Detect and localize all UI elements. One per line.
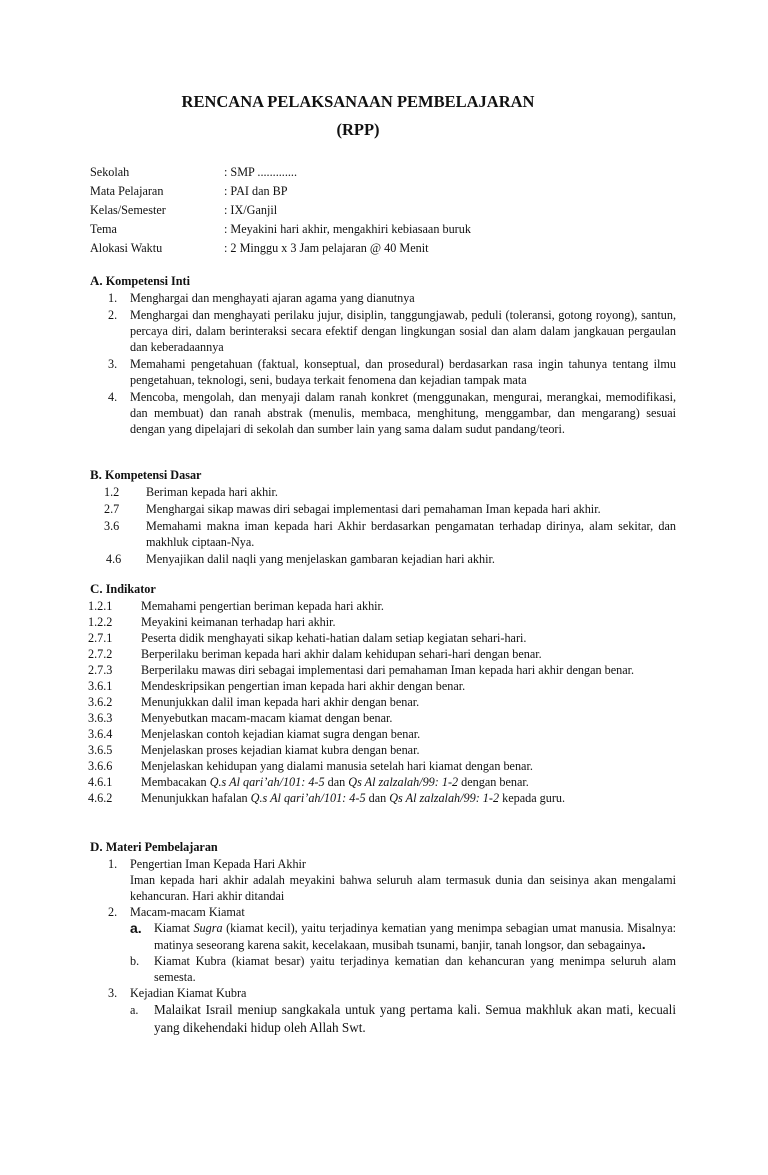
list-item xyxy=(90,790,676,806)
list-number: 3.6.4 xyxy=(88,727,113,741)
section-letter: B. xyxy=(90,467,102,482)
identity-value: : PAI dan BP xyxy=(224,184,288,198)
section-indikator xyxy=(90,580,676,806)
list-item xyxy=(90,758,676,774)
identity-value: : IX/Ganjil xyxy=(224,203,278,217)
list-text: Menghargai sikap mawas diri sebagai implementasi dari pemahaman Iman kepada hari akhir. xyxy=(146,502,601,516)
sub-text: . xyxy=(641,936,646,952)
identity-value: : 2 Minggu x 3 Jam pelajaran @ 40 Menit xyxy=(224,241,429,255)
list-item xyxy=(90,598,676,614)
list-item xyxy=(90,662,676,678)
list-number: 1.2 xyxy=(104,485,120,499)
list-number: 4.6 xyxy=(106,552,122,566)
list-item xyxy=(90,694,676,710)
list-number: 2.7.2 xyxy=(88,647,113,661)
list-item xyxy=(90,630,676,646)
sub-item xyxy=(130,953,676,985)
list-item xyxy=(90,307,676,355)
materi-item-kiamat-kubra xyxy=(90,985,676,1037)
section-letter: D. xyxy=(90,839,103,854)
section-letter: C. xyxy=(90,581,103,596)
list-text: kepada guru. xyxy=(499,791,566,805)
identity-table xyxy=(90,163,690,258)
sub-item xyxy=(130,1001,676,1037)
list-text: Menunjukkan dalil iman kepada hari akhir dengan benar. xyxy=(141,695,420,709)
list-text: Menghargai dan menghayati ajaran agama yang dianutnya xyxy=(130,291,415,305)
list-item xyxy=(90,389,676,437)
section-title: Indikator xyxy=(105,582,156,596)
sub-text: Malaikat Israil meniup sangkakala untuk yang pertama kali. Semua makhluk akan mati, kecuali yang dikehendaki hidup oleh Allah Swt. xyxy=(154,1002,676,1035)
section-kompetensi-inti xyxy=(90,272,676,438)
list-text: Beriman kepada hari akhir. xyxy=(146,485,278,499)
list-text: Memahami makna iman kepada hari Akhir berdasarkan pengamatan terhadap dirinya, alam sekitar, dan makhluk ciptaan-Nya. xyxy=(146,519,676,549)
materi-subtitle: Macam-macam Kiamat xyxy=(130,905,245,919)
list-item xyxy=(90,551,676,567)
list-item xyxy=(90,356,676,388)
list-number: 1. xyxy=(108,291,118,305)
section-heading xyxy=(90,272,676,289)
list-text: Menunjukkan hafalan xyxy=(141,791,251,805)
identity-label: Alokasi Waktu xyxy=(90,241,163,255)
list-item xyxy=(90,614,676,630)
list-number: 3.6.1 xyxy=(88,679,113,693)
list-number: 3.6.5 xyxy=(88,743,113,757)
list-number: 2. xyxy=(108,905,118,919)
list-number: 2. xyxy=(108,308,118,322)
materi-subtitle: Kejadian Kiamat Kubra xyxy=(130,986,247,1000)
document-title: RENCANA PELAKSANAAN PEMBELAJARAN xyxy=(181,92,535,111)
section-kompetensi-dasar xyxy=(90,466,676,568)
sub-item xyxy=(130,920,676,953)
list-number: 1.2.2 xyxy=(88,615,113,629)
list-number: 4. xyxy=(108,390,118,404)
list-text: Menghargai dan menghayati perilaku jujur, disiplin, tanggungjawab, peduli (toleransi, gotong royong), santun, percaya diri, dalam berinteraksi secara efektif dengan lingkungan sosial dan alam dalam jangkauan pergaulan dan keberadaannya xyxy=(130,308,676,354)
list-item xyxy=(90,678,676,694)
section-materi-pembelajaran xyxy=(90,838,676,1037)
identity-label: Mata Pelajaran xyxy=(90,184,164,198)
identity-row-alokasi-waktu xyxy=(90,239,690,258)
sub-number: b. xyxy=(130,954,140,968)
list-number: 2.7.1 xyxy=(88,631,113,645)
list-number: 2.7.3 xyxy=(88,663,113,677)
list-item xyxy=(90,290,676,306)
sub-number: a. xyxy=(130,920,142,936)
list-text: Mencoba, mengolah, dan menyaji dalam ranah konkret (menggunakan, mengurai, merangkai, memodifikasi, dan membuat) dan ranah abstrak (menulis, membaca, menghitung, menggambar, dan mengarang) sesuai dengan yang dipelajari di sekolah dan sumber lain yang sama dalam sudut pandang/teori. xyxy=(130,390,676,436)
list-number: 3. xyxy=(108,357,118,371)
list-item xyxy=(90,774,676,790)
list-text: dan xyxy=(324,775,349,789)
list-number: 2.7 xyxy=(104,502,120,516)
surah-reference: Qs Al zalzalah/99: 1-2 xyxy=(389,791,500,805)
list-text: dan xyxy=(365,791,390,805)
materi-text: Iman kepada hari akhir adalah meyakini bahwa seluruh alam termasuk dunia dan seisinya akan mengalami kehancuran. Hari akhir ditandai xyxy=(130,873,676,903)
sub-text: Kiamat xyxy=(154,921,194,935)
sub-text: (kiamat kecil), yaitu terjadinya kematian yang menimpa sebagian umat manusia. Misalnya: matinya seseorang karena sakit, kecelakaan, musibah tsunami, banjir, tanah longsor, dan sebagainya xyxy=(154,921,676,952)
surah-reference: Qs Al zalzalah/99: 1-2 xyxy=(348,775,459,789)
identity-label: Tema xyxy=(90,222,117,236)
materi-item-pengertian xyxy=(90,856,676,904)
list-text: Menjelaskan kehidupan yang dialami manusia setelah hari kiamat dengan benar. xyxy=(141,759,533,773)
list-item xyxy=(90,518,676,550)
section-title: Materi Pembelajaran xyxy=(105,840,218,854)
sub-text: Kiamat Kubra (kiamat besar) yaitu terjadinya kematian dan kehancuran yang menimpa seluruh alam semesta. xyxy=(154,954,676,984)
list-number: 3.6 xyxy=(104,519,120,533)
list-text: Berperilaku beriman kepada hari akhir dalam kehidupan sehari-hari dengan benar. xyxy=(141,647,542,661)
materi-item-macam-kiamat xyxy=(90,904,676,985)
section-letter: A. xyxy=(90,273,103,288)
list-number: 3.6.6 xyxy=(88,759,113,773)
surah-reference: Q.s Al qari’ah/101: 4-5 xyxy=(209,775,325,789)
section-title: Kompetensi Dasar xyxy=(104,468,202,482)
list-number: 3.6.3 xyxy=(88,711,113,725)
document-subtitle: (RPP) xyxy=(336,120,380,139)
list-number: 1. xyxy=(108,857,118,871)
materi-subtitle: Pengertian Iman Kepada Hari Akhir xyxy=(130,857,306,871)
identity-row-tema xyxy=(90,220,690,239)
identity-value: : SMP ............. xyxy=(224,165,298,179)
identity-row-sekolah xyxy=(90,163,690,182)
sub-number: a. xyxy=(130,1003,139,1017)
identity-label: Kelas/Semester xyxy=(90,203,166,217)
list-number: 3. xyxy=(108,986,118,1000)
list-item xyxy=(90,742,676,758)
section-heading xyxy=(90,838,676,855)
list-number: 4.6.2 xyxy=(88,791,113,805)
list-item xyxy=(90,646,676,662)
list-text: Menjelaskan proses kejadian kiamat kubra dengan benar. xyxy=(141,743,420,757)
list-text: Menyajikan dalil naqli yang menjelaskan gambaran kejadian hari akhir. xyxy=(146,552,495,566)
section-title: Kompetensi Inti xyxy=(105,274,190,288)
list-item xyxy=(90,710,676,726)
identity-value: : Meyakini hari akhir, mengakhiri kebiasaan buruk xyxy=(224,222,471,236)
list-text: Menjelaskan contoh kejadian kiamat sugra dengan benar. xyxy=(141,727,421,741)
identity-row-mata-pelajaran xyxy=(90,182,690,201)
sub-text-italic: Sugra xyxy=(193,921,223,935)
list-text: Membacakan xyxy=(141,775,210,789)
list-item xyxy=(90,726,676,742)
list-text: Menyebutkan macam-macam kiamat dengan benar. xyxy=(141,711,393,725)
surah-reference: Q.s Al qari’ah/101: 4-5 xyxy=(250,791,366,805)
list-text: Peserta didik menghayati sikap kehati-hatian dalam setiap kegiatan sehari-hari. xyxy=(141,631,527,645)
list-text: Memahami pengetahuan (faktual, konseptual, dan prosedural) berdasarkan rasa ingin tahunya tentang ilmu pengetahuan, teknologi, seni, budaya terkait fenomena dan kejadian tampak mata xyxy=(130,357,676,387)
list-number: 3.6.2 xyxy=(88,695,113,709)
list-text: Memahami pengertian beriman kepada hari akhir. xyxy=(141,599,384,613)
identity-row-kelas-semester xyxy=(90,201,690,220)
list-text: dengan benar. xyxy=(458,775,529,789)
list-number: 1.2.1 xyxy=(88,599,113,613)
list-number: 4.6.1 xyxy=(88,775,113,789)
section-heading xyxy=(90,466,676,483)
list-text: Mendeskripsikan pengertian iman kepada hari akhir dengan benar. xyxy=(141,679,466,693)
identity-label: Sekolah xyxy=(90,165,130,179)
list-item xyxy=(90,484,676,500)
list-text: Berperilaku mawas diri sebagai implementasi dari pemahaman Iman kepada hari akhir dengan benar. xyxy=(141,663,635,677)
list-text: Meyakini keimanan terhadap hari akhir. xyxy=(141,615,336,629)
list-item xyxy=(90,501,676,517)
section-heading xyxy=(90,580,676,597)
